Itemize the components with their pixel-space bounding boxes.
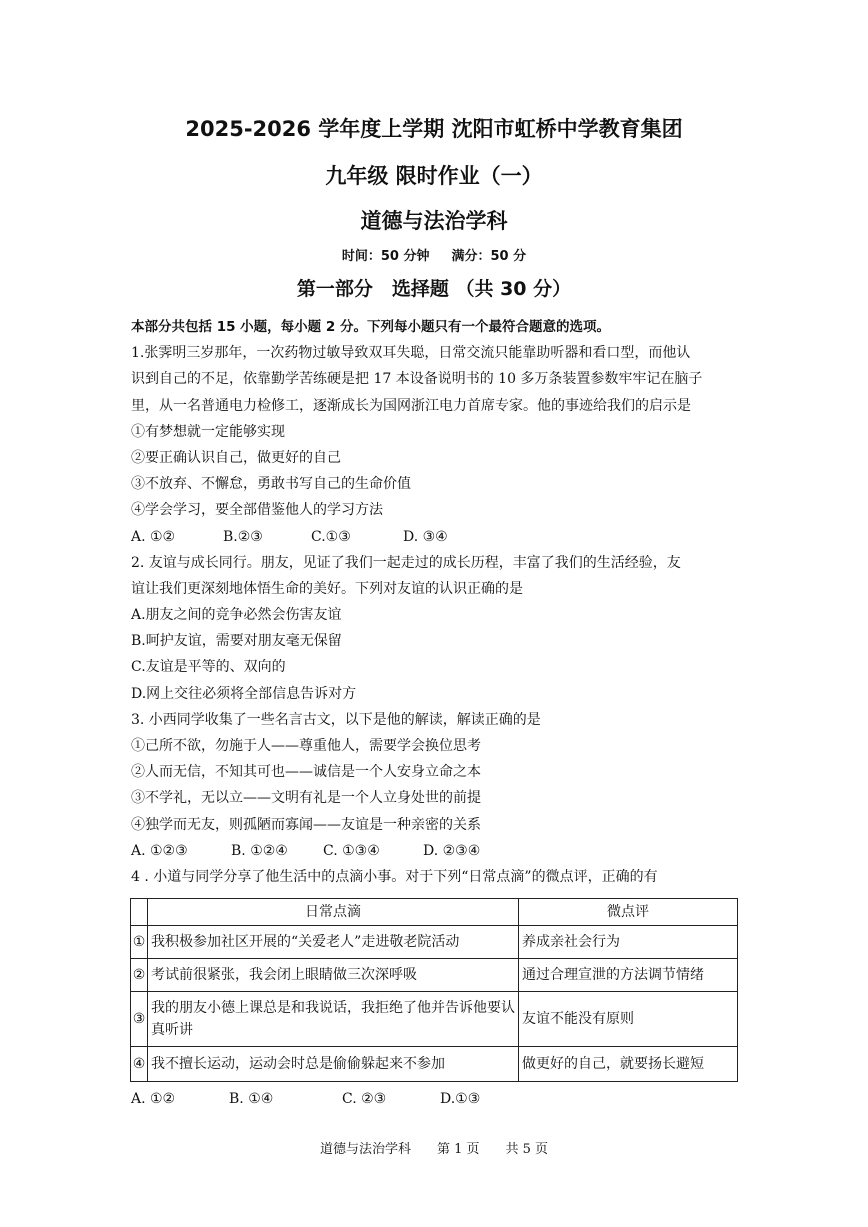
table-row (131, 926, 738, 959)
exam-subtitle: 九年级 限时作业（一） (325, 164, 543, 188)
table-row (131, 959, 738, 992)
table-header-comment: 微点评 (519, 899, 738, 926)
row-index: ② (131, 959, 148, 992)
q1-stem-line-1: 1.张霁明三岁那年，一次药物过敏导致双耳失聪，日常交流只能靠助听器和看口型，而他认 (131, 345, 691, 362)
questions (131, 314, 739, 890)
q1-option-c: C.①③ (311, 528, 351, 545)
row-event: 我不擅长运动，运动会时总是偷偷躲起来不参加 (148, 1047, 519, 1082)
q3-item: ①己所不欲，勿施于人——尊重他人，需要学会换位思考 (131, 738, 481, 754)
full-score: 满分：50 分 (451, 249, 527, 264)
exam-title: 2025-2026 学年度上学期 沈阳市虹桥中学教育集团 (185, 117, 683, 141)
table-header-row (131, 899, 738, 926)
row-event: 考试前很紧张，我会闭上眼睛做三次深呼吸 (148, 959, 519, 992)
exam-meta (0, 245, 868, 264)
row-event: 我积极参加社区开展的“关爱老人”走进敬老院活动 (148, 926, 519, 959)
q3-stem: 3. 小西同学收集了一些名言古文，以下是他的解读，解读正确的是 (131, 711, 541, 728)
q4-options (131, 1091, 480, 1107)
table-row (131, 1047, 738, 1082)
row-event: 我的朋友小德上课总是和我说话，我拒绝了他并告诉他要认真听讲 (148, 992, 519, 1047)
q3-options (131, 838, 739, 864)
q4-option-c: C. ②③ (342, 1091, 387, 1107)
table-header-index (131, 899, 148, 926)
q2-option-d: D.网上交往必须将全部信息告诉对方 (131, 685, 357, 702)
row-comment: 通过合理宣泄的方法调节情绪 (519, 959, 738, 992)
q3-option-d: D. ②③④ (423, 842, 481, 859)
q1-stem-line-2: 识到自己的不足，依靠勤学苦练硬是把 17 本设备说明书的 10 多万条装置参数牢牢记在脑子 (131, 371, 703, 388)
row-comment: 友谊不能没有原则 (519, 992, 738, 1047)
q1-item: ④学会学习，要全部借鉴他人的学习方法 (131, 502, 383, 519)
row-index: ① (131, 926, 148, 959)
q2-option-b: B.呵护友谊，需要对朋友毫无保留 (131, 633, 342, 650)
q4-option-d: D.①③ (440, 1091, 481, 1107)
q2-stem-line-2: 谊让我们更深刻地体悟生命的美好。下列对友谊的认识正确的是 (131, 580, 523, 597)
footer-subject: 道德与法治学科 (319, 1142, 411, 1157)
footer-page-number: 第 1 页 (436, 1142, 480, 1157)
q2-stem-line-1: 2. 友谊与成长同行。朋友，见证了我们一起走过的成长历程，丰富了我们的生活经验，友 (131, 554, 681, 571)
q1-item: ①有梦想就一定能够实现 (131, 423, 285, 440)
instructions: 本部分共包括 15 小题，每小题 2 分。下列每小题只有一个最符合题意的选项。 (131, 319, 610, 335)
table-row (131, 992, 738, 1047)
row-index: ④ (131, 1047, 148, 1082)
q1-item: ②要正确认识自己，做更好的自己 (131, 449, 341, 466)
q1-option-a: A. ①② (131, 528, 176, 545)
q1-stem-line-3: 里，从一名普通电力检修工，逐渐成长为国网浙江电力首席专家。他的事迹给我们的启示是 (131, 397, 691, 414)
row-comment: 养成亲社会行为 (519, 926, 738, 959)
q4-option-b: B. ①④ (229, 1091, 274, 1107)
row-index: ③ (131, 992, 148, 1047)
q3-option-a: A. ①②③ (131, 842, 188, 859)
q3-item: ②人而无信，不知其可也——诚信是一个人安身立命之本 (131, 764, 481, 781)
q3-item: ④独学而无友，则孤陋而寡闻——友谊是一种亲密的关系 (131, 816, 481, 833)
q1-option-b: B.②③ (223, 528, 263, 545)
q2-option-a: A.朋友之间的竞争必然会伤害友谊 (131, 607, 342, 624)
row-comment: 做更好的自己，就要扬长避短 (519, 1047, 738, 1082)
q1-options (131, 524, 739, 550)
time-limit: 时间：50 分钟 (341, 249, 430, 264)
q4-table (130, 898, 738, 1082)
page-footer (0, 1138, 868, 1157)
subject-title: 道德与法治学科 (360, 209, 508, 233)
table-header-event: 日常点滴 (148, 899, 519, 926)
q3-option-b: B. ①②④ (231, 842, 288, 859)
q2-option-c: C.友谊是平等的、双向的 (131, 659, 286, 676)
footer-total-pages: 共 5 页 (505, 1142, 549, 1157)
section-title: 第一部分 选择题 （共 30 分） (296, 278, 572, 300)
q1-option-d: D. ③④ (403, 528, 448, 545)
q4-stem: 4 . 小道与同学分享了他生活中的点滴小事。对于下列“日常点滴”的微点评，正确的有 (131, 868, 658, 885)
q4-option-a: A. ①② (131, 1091, 176, 1107)
q1-item: ③不放弃、不懈怠，勇敢书写自己的生命价值 (131, 476, 411, 493)
q3-item: ③不学礼，无以立——文明有礼是一个人立身处世的前提 (131, 790, 481, 807)
q3-option-c: C. ①③④ (323, 842, 380, 859)
